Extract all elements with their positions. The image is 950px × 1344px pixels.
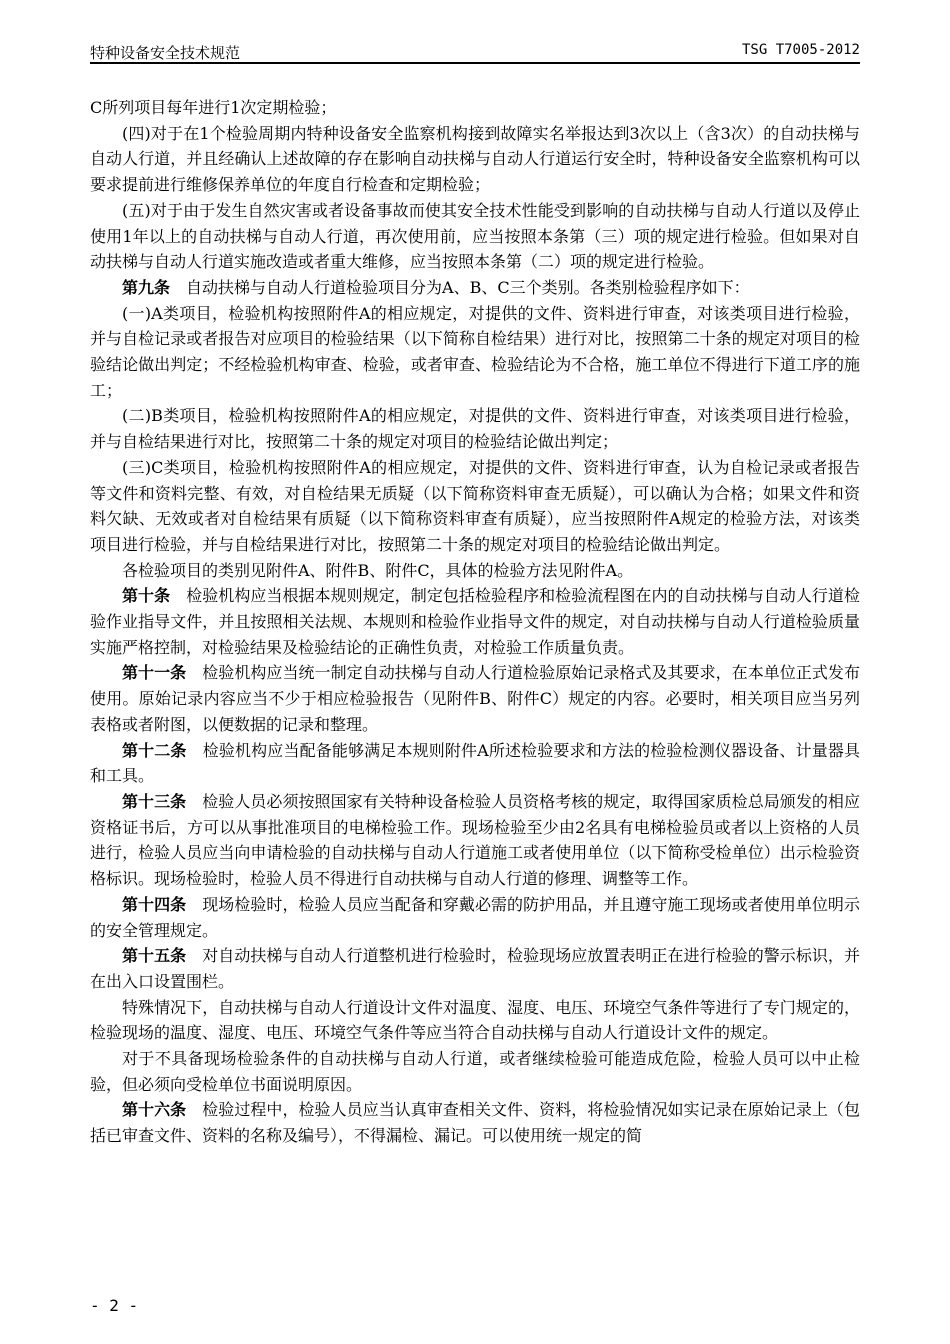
paragraph	[90, 1097, 860, 1148]
paragraph	[90, 275, 860, 301]
paragraph	[90, 943, 860, 994]
paragraph	[90, 95, 860, 121]
paragraph-text: 检验人员必须按照国家有关特种设备检验人员资格考核的规定，取得国家质检总局颁发的相应资格证书后，方可以从事批准项目的电梯检验工作。现场检验至少由2名具有电梯检验员或者以上资格的人员进行，检验人员应当向申请检验的自动扶梯与自动人行道施工或者使用单位（以下简称受检单位）出示检验资格标识。现场检验时，检验人员不得进行自动扶梯与自动人行道的修理、调整等工作。	[90, 791, 860, 889]
page-number: - 2 -	[90, 1296, 139, 1315]
header-divider	[90, 62, 860, 64]
paragraph-text: 检验机构应当统一制定自动扶梯与自动人行道检验原始记录格式及其要求，在本单位正式发布使用。原始记录内容应当不少于相应检验报告（见附件B、附件C）规定的内容。必要时，相关项目应当另列表格或者附图，以便数据的记录和整理。	[90, 663, 860, 734]
document-body	[90, 95, 860, 1149]
paragraph	[90, 455, 860, 558]
paragraph	[90, 738, 860, 789]
article-label: 第十一条	[122, 663, 187, 683]
header-title: 特种设备安全技术规范	[90, 44, 241, 62]
paragraph-text: (一)A类项目，检验机构按照附件A的相应规定，对提供的文件、资料进行审查，对该类项目进行检验，并与自检记录或者报告对应项目的检验结果（以下简称自检结果）进行对比，按照第二十条的规定对项目的检验结论做出判定；不经检验机构审查、检验，或者审查、检验结论为不合格，施工单位不得进行下道工序的施工；	[90, 303, 860, 400]
paragraph-text: 特殊情况下，自动扶梯与自动人行道设计文件对温度、湿度、电压、环境空气条件等进行了专门规定的，检验现场的温度、湿度、电压、环境空气条件等应当符合自动扶梯与自动人行道设计文件的规定。	[90, 997, 860, 1043]
article-label: 第九条	[122, 277, 171, 297]
article-label: 第十四条	[122, 894, 187, 914]
paragraph	[90, 403, 860, 454]
paragraph-text: (四)对于在1个检验周期内特种设备安全监察机构接到故障实名举报达到3次以上（含3次）的自动扶梯与自动人行道，并且经确认上述故障的存在影响自动扶梯与自动人行道运行安全时，特种设备安全监察机构可以要求提前进行维修保养单位的年度自行检查和定期检验；	[90, 123, 860, 195]
paragraph	[90, 1046, 860, 1097]
paragraph	[90, 301, 860, 404]
paragraph-text: 现场检验时，检验人员应当配备和穿戴必需的防护用品，并且遵守施工现场或者使用单位明示的安全管理规定。	[90, 894, 860, 940]
page-header	[90, 40, 860, 64]
header-standard-code: TSG T7005-2012	[741, 42, 860, 58]
paragraph	[90, 995, 860, 1046]
article-label: 第十五条	[122, 946, 187, 966]
paragraph-text: 检验机构应当配备能够满足本规则附件A所述检验要求和方法的检验检测仪器设备、计量器具和工具。	[90, 740, 860, 786]
article-label: 第十二条	[122, 740, 187, 760]
paragraph	[90, 198, 860, 275]
paragraph-text: 各检验项目的类别见附件A、附件B、附件C，具体的检验方法见附件A。	[122, 560, 634, 580]
article-label: 第十三条	[122, 791, 187, 811]
paragraph	[90, 660, 860, 737]
paragraph	[90, 558, 860, 584]
paragraph	[90, 892, 860, 943]
article-label: 第十六条	[122, 1100, 187, 1120]
paragraph	[90, 789, 860, 892]
paragraph-text: (三)C类项目，检验机构按照附件A的相应规定，对提供的文件、资料进行审查，认为自检记录或者报告等文件和资料完整、有效，对自检结果无质疑（以下简称资料审查无质疑），可以确认为合格；如果文件和资料欠缺、无效或者对自检结果有质疑（以下简称资料审查有质疑），应当按照附件A规定的检验方法，对该类项目进行检验，并与自检结果进行对比，按照第二十条的规定对项目的检验结论做出判定。	[90, 457, 860, 554]
paragraph	[90, 121, 860, 198]
paragraph-text: 自动扶梯与自动人行道检验项目分为A、B、C三个类别。各类别检验程序如下：	[186, 277, 750, 297]
paragraph-text: (五)对于由于发生自然灾害或者设备事故而使其安全技术性能受到影响的自动扶梯与自动人行道以及停止使用1年以上的自动扶梯与自动人行道，再次使用前，应当按照本条第（三）项的规定进行检验。但如果对自动扶梯与自动人行道实施改造或者重大维修，应当按照本条第（二）项的规定进行检验。	[90, 200, 860, 272]
paragraph	[90, 583, 860, 660]
paragraph-text: C所列项目每年进行1次定期检验；	[90, 98, 337, 117]
paragraph-text: 检验机构应当根据本规则规定，制定包括检验程序和检验流程图在内的自动扶梯与自动人行道检验作业指导文件，并且按照相关法规、本规则和检验作业指导文件的规定，对自动扶梯与自动人行道检验质量实施严格控制，对检验结果及检验结论的正确性负责，对检验工作质量负责。	[90, 586, 860, 657]
paragraph-text: 对于不具备现场检验条件的自动扶梯与自动人行道，或者继续检验可能造成危险，检验人员可以中止检验，但必须向受检单位书面说明原因。	[90, 1049, 860, 1094]
paragraph-text: 对自动扶梯与自动人行道整机进行检验时，检验现场应放置表明正在进行检验的警示标识，并在出入口设置围栏。	[90, 946, 860, 991]
paragraph-text: 检验过程中，检验人员应当认真审查相关文件、资料，将检验情况如实记录在原始记录上（包括已审查文件、资料的名称及编号），不得漏检、漏记。可以使用统一规定的简	[90, 1100, 860, 1146]
paragraph-text: (二)B类项目，检验机构按照附件A的相应规定，对提供的文件、资料进行审查，对该类项目进行检验，并与自检结果进行对比，按照第二十条的规定对项目的检验结论做出判定；	[90, 406, 860, 452]
article-label: 第十条	[122, 586, 171, 606]
